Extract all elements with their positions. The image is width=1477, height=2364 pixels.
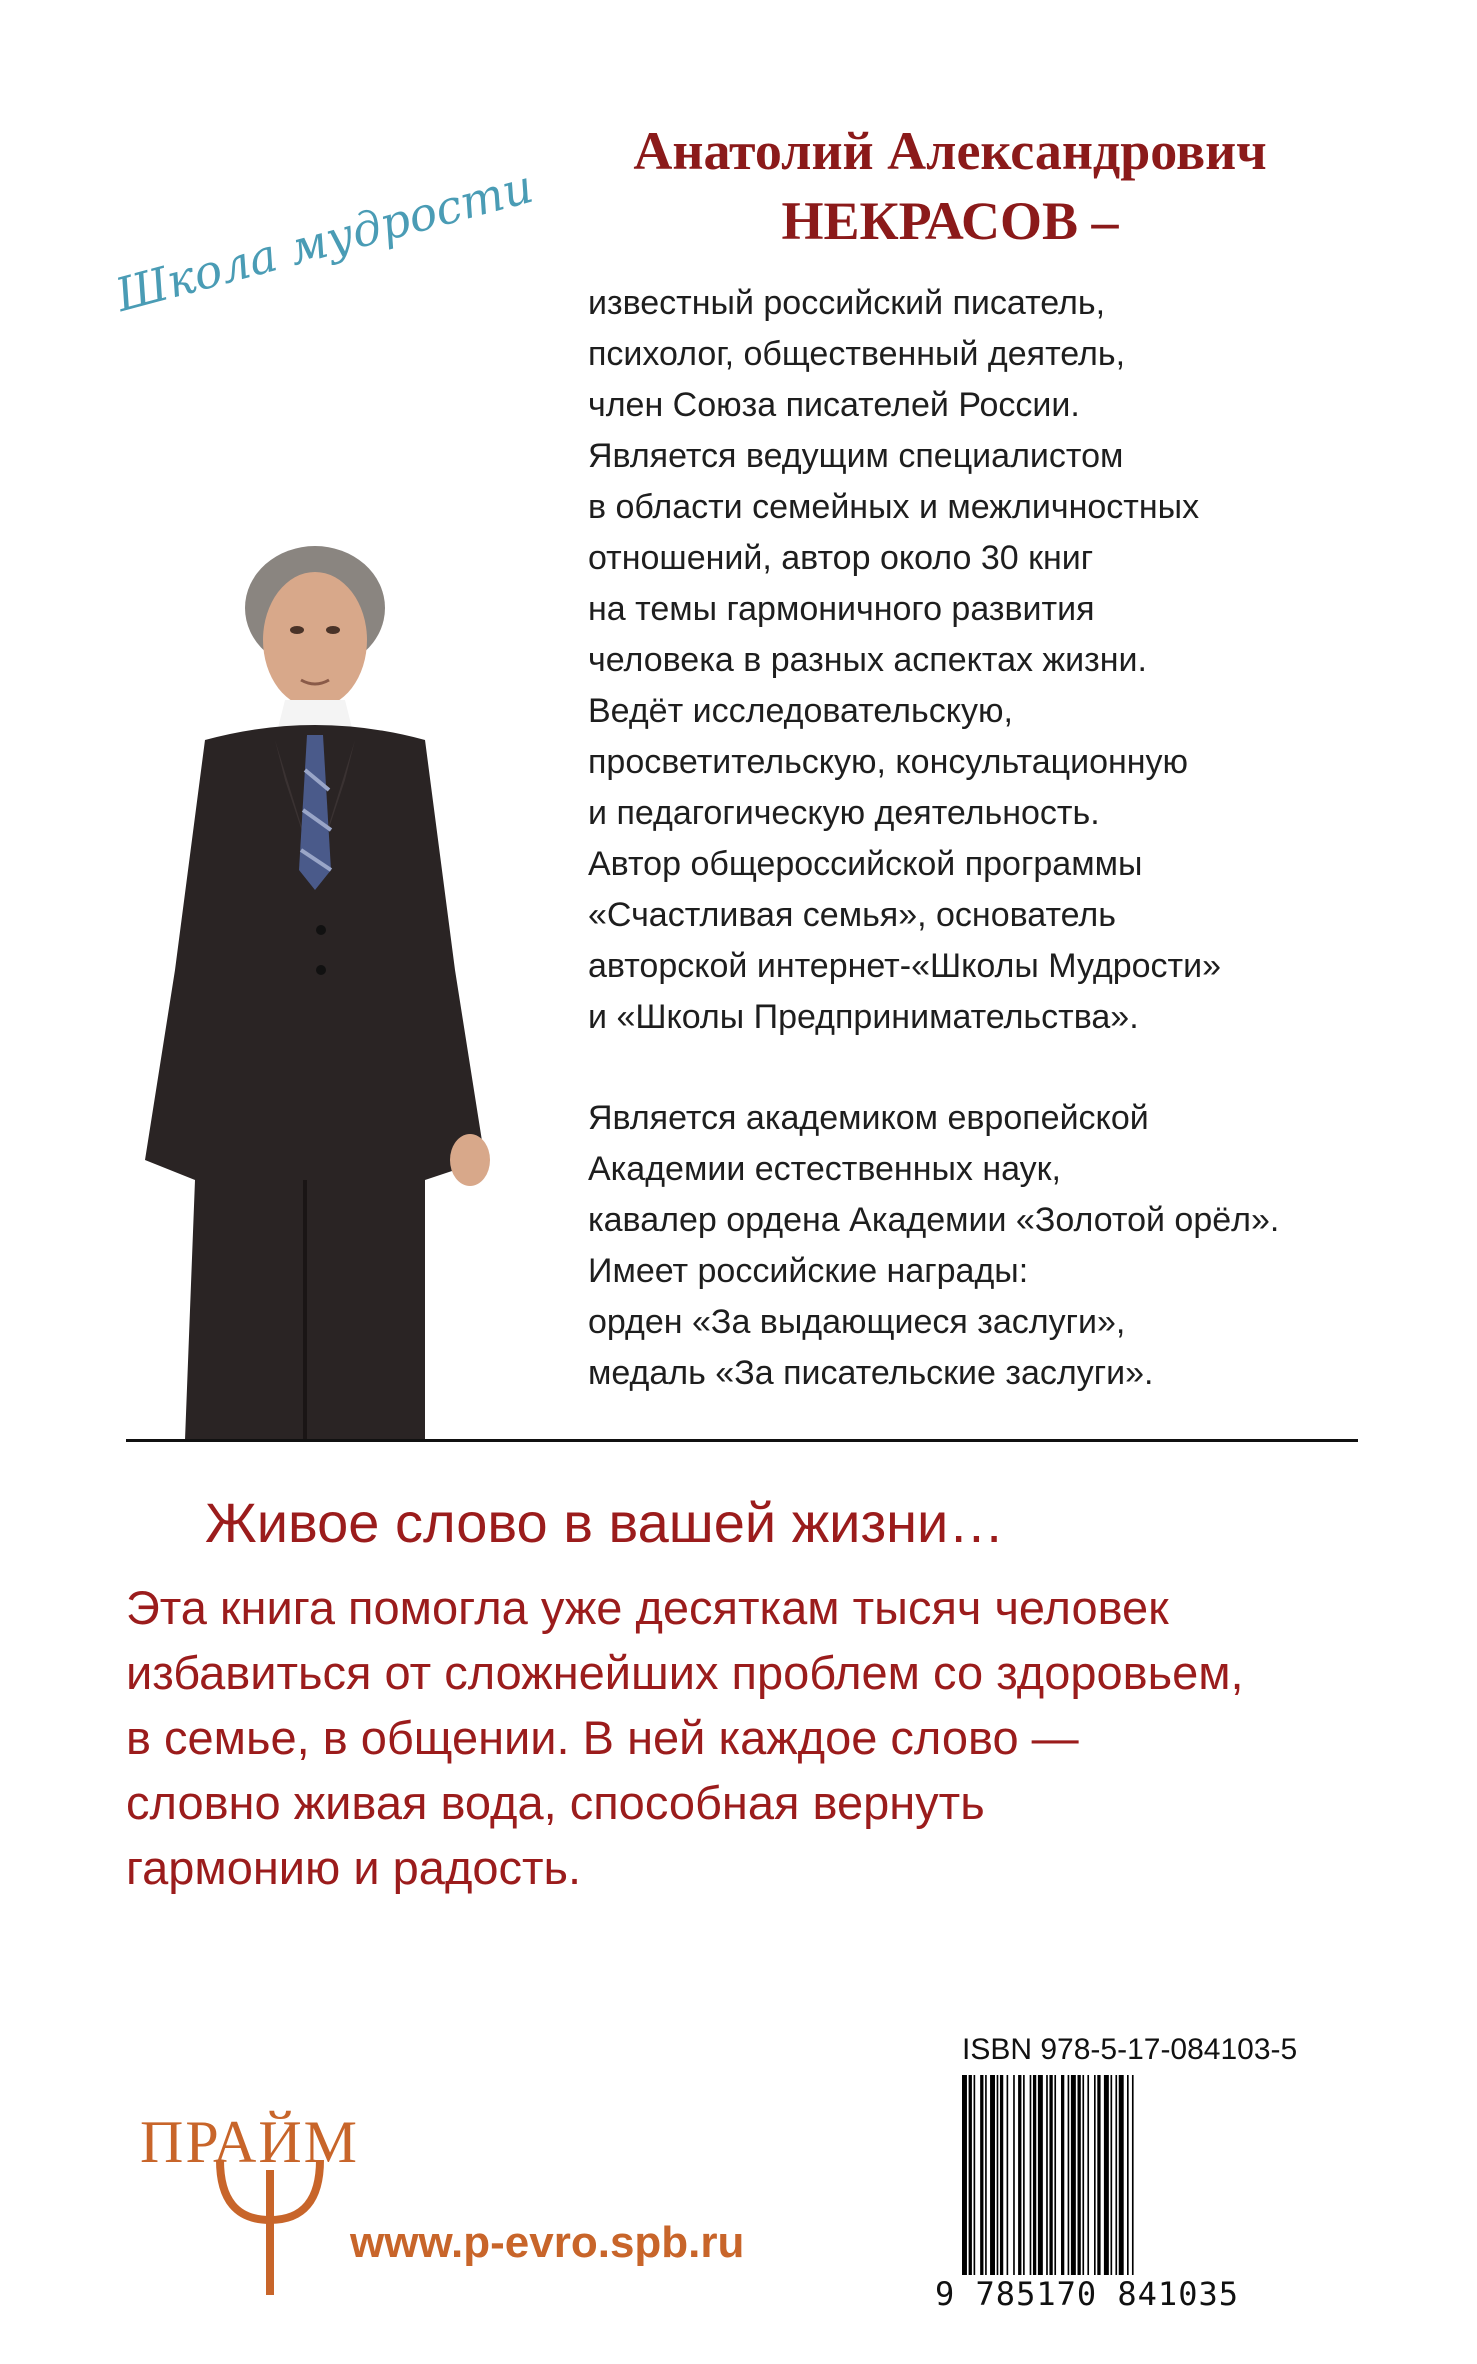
- section-divider: [126, 1439, 1358, 1442]
- bio-p1-line: на темы гармоничного развития: [588, 590, 1095, 628]
- bio-p1-line: человека в разных аспектах жизни.: [588, 641, 1147, 679]
- bio-p1-line: и «Школы Предпринимательства».: [588, 998, 1139, 1036]
- bio-p1-line: член Союза писателей России.: [588, 386, 1080, 424]
- bio-p1-line: психолог, общественный деятель,: [588, 335, 1126, 373]
- bio-p2-line: медаль «За писательские заслуги».: [588, 1354, 1154, 1392]
- publisher-logo-icon: [200, 2150, 340, 2300]
- bio-p2-line: Имеет российские награды:: [588, 1252, 1029, 1290]
- isbn-label: ISBN 978-5-17-084103-5: [962, 2033, 1298, 2066]
- book-blurb: [126, 1575, 1386, 1900]
- blurb-line: в семье, в общении. В ней каждое слово —: [126, 1711, 1079, 1764]
- bio-p1-line: просветительскую, консультационную: [588, 743, 1189, 781]
- bio-p1-line: известный российский писатель,: [588, 284, 1106, 322]
- blurb-line: Эта книга помогла уже десяткам тысяч человек: [126, 1581, 1169, 1634]
- bio-p1-line: Является ведущим специалистом: [588, 437, 1124, 475]
- bio-paragraph-2: [588, 1093, 1388, 1399]
- series-title: Школа мудрости: [110, 158, 539, 323]
- publisher-url: www.p-evro.spb.ru: [350, 2218, 745, 2267]
- author-bio: [588, 278, 1388, 1399]
- bio-paragraph-1: [588, 278, 1388, 1043]
- bio-p1-line: отношений, автор около 30 книг: [588, 539, 1094, 577]
- bio-p2-line: кавалер ордена Академии «Золотой орёл».: [588, 1201, 1280, 1239]
- publisher-logo-text: ПРАЙМ: [140, 2109, 360, 2175]
- bio-p1-line: Ведёт исследовательскую,: [588, 692, 1013, 730]
- author-name: Анатолий Александрович: [633, 121, 1267, 181]
- bio-p1-line: в области семейных и межличностных: [588, 488, 1200, 526]
- barcode-digits: 9 785170 841035: [935, 2275, 1239, 2313]
- bio-p1-line: и педагогическую деятельность.: [588, 794, 1100, 832]
- bio-p1-line: авторской интернет-«Школы Мудрости»: [588, 947, 1221, 985]
- blurb-line: словно живая вода, способная вернуть: [126, 1776, 985, 1829]
- bio-p2-line: Академии естественных наук,: [588, 1150, 1061, 1188]
- author-surname: НЕКРАСОВ –: [781, 191, 1119, 251]
- tagline: Живое слово в вашей жизни…: [205, 1491, 1005, 1554]
- bio-p2-line: Является академиком европейской: [588, 1099, 1149, 1137]
- barcode: [962, 2075, 1284, 2275]
- blurb-line: гармонию и радость.: [126, 1841, 582, 1894]
- bio-p1-line: Автор общероссийской программы: [588, 845, 1143, 883]
- author-photo: [125, 540, 545, 1440]
- blurb-line: избавиться от сложнейших проблем со здоровьем,: [126, 1646, 1244, 1699]
- bio-p1-line: «Счастливая семья», основатель: [588, 896, 1116, 934]
- bio-p2-line: орден «За выдающиеся заслуги»,: [588, 1303, 1126, 1341]
